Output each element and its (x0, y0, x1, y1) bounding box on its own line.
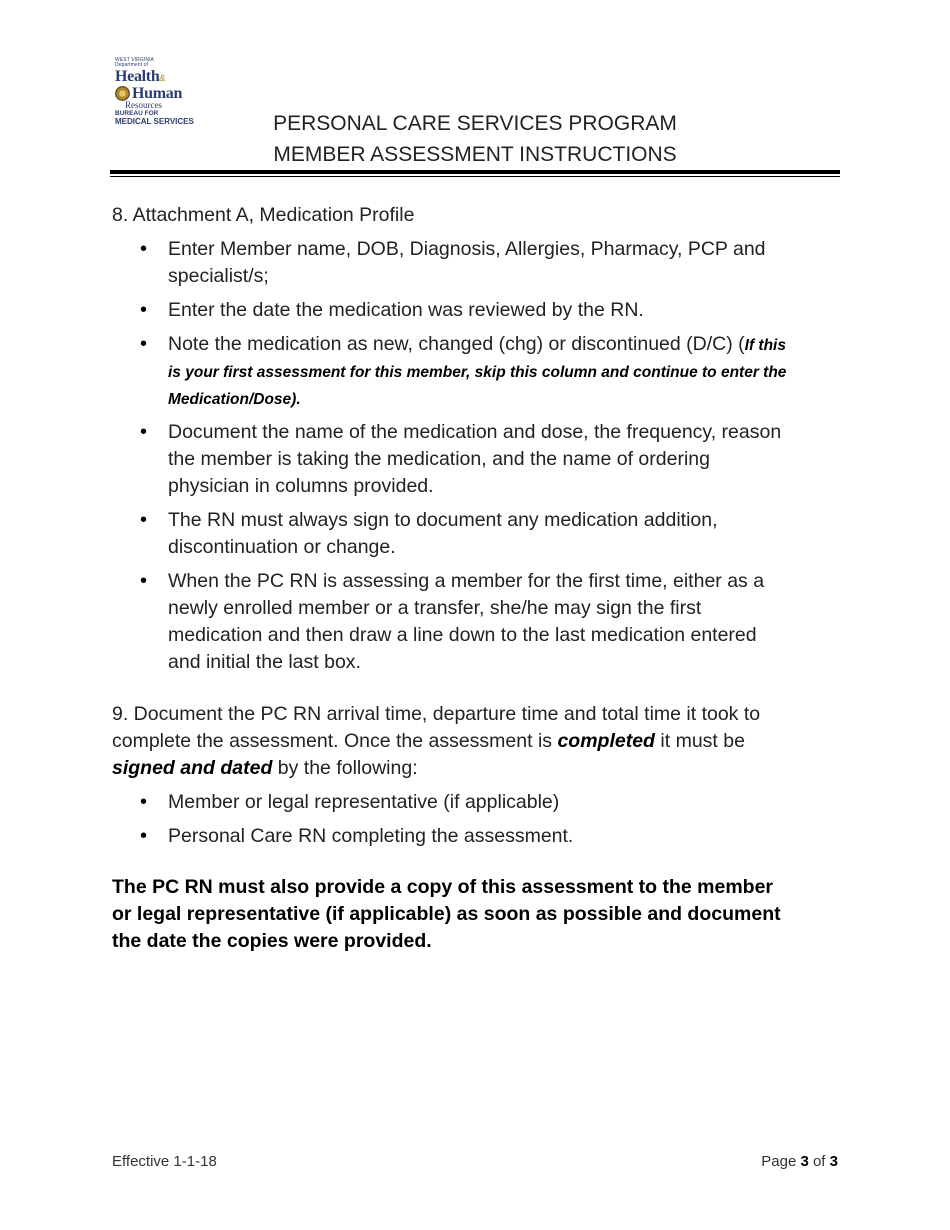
logo-ampersand: & (159, 73, 166, 83)
logo-resources-text: Resources (125, 100, 162, 110)
footer-page-number (761, 1153, 838, 1170)
state-seal-icon (115, 86, 130, 101)
section-9-text-c: by the following: (272, 757, 418, 779)
emphasis-completed: completed (557, 730, 655, 752)
list-item: • The RN must always sign to document any medication addition, discontinuation or change. (112, 507, 792, 561)
list-item: • Member or legal representative (if applicable) (112, 789, 792, 816)
page-of: of (808, 1153, 830, 1170)
list-item-text: Note the medication as new, changed (chg) or discontinued (D/C) ( (168, 333, 745, 355)
section-8-heading: 8. Attachment A, Medication Profile (112, 204, 415, 226)
first-assessment-note: If this is your first assessment for this member, skip this column and continue to enter the Medication/Dose). (168, 337, 787, 408)
final-note: The PC RN must also provide a copy of this assessment to the member or legal representative (if applicable) as soon as possible and document the date the copies were provided. (112, 876, 781, 952)
page-title (110, 108, 840, 170)
logo-bureau-text: BUREAU FOR (115, 110, 159, 117)
title-line-2: MEMBER ASSESSMENT INSTRUCTIONS (273, 143, 677, 166)
logo-medical-services-text: MEDICAL SERVICES (115, 117, 194, 126)
emphasis-signed-dated: signed and dated (112, 757, 273, 779)
header-divider-thick (110, 170, 840, 174)
list-item: • Personal Care RN completing the assessment. (112, 823, 792, 850)
footer-effective-date: Effective 1-1-18 (112, 1153, 217, 1170)
list-item: • When the PC RN is assessing a member for the first time, either as a newly enrolled member or a transfer, she/he may sign the first medication and then draw a line down to the last medication entered and initial the last box. (112, 568, 792, 676)
section-9-text-a: 9. Document the PC RN arrival time, departure time and total time it took to complete the assessment. Once the assessment is (112, 703, 761, 752)
list-item (112, 331, 792, 412)
section-8-list (112, 236, 792, 676)
document-body (112, 202, 792, 975)
page-prefix: Page (761, 1153, 801, 1170)
logo-state-text: WEST VIRGINIA (115, 57, 154, 63)
list-item: • Enter the date the medication was reviewed by the RN. (112, 297, 792, 324)
title-line-1: PERSONAL CARE SERVICES PROGRAM (273, 112, 677, 135)
page-current: 3 (800, 1153, 809, 1170)
logo-human-text: Human (132, 84, 183, 102)
page-total: 3 (829, 1153, 838, 1170)
section-9-paragraph (112, 701, 792, 782)
logo-department-text: Department of (115, 62, 148, 68)
header-divider-thin (110, 176, 840, 177)
section-9-list (112, 789, 792, 850)
list-item: • Enter Member name, DOB, Diagnosis, Allergies, Pharmacy, PCP and specialist/s; (112, 236, 792, 290)
list-item: • Document the name of the medication and dose, the frequency, reason the member is taking the medication, and the name of ordering physician in columns provided. (112, 419, 792, 500)
logo-health-text: Health (115, 68, 160, 85)
section-9-text-b: it must be (654, 730, 745, 752)
